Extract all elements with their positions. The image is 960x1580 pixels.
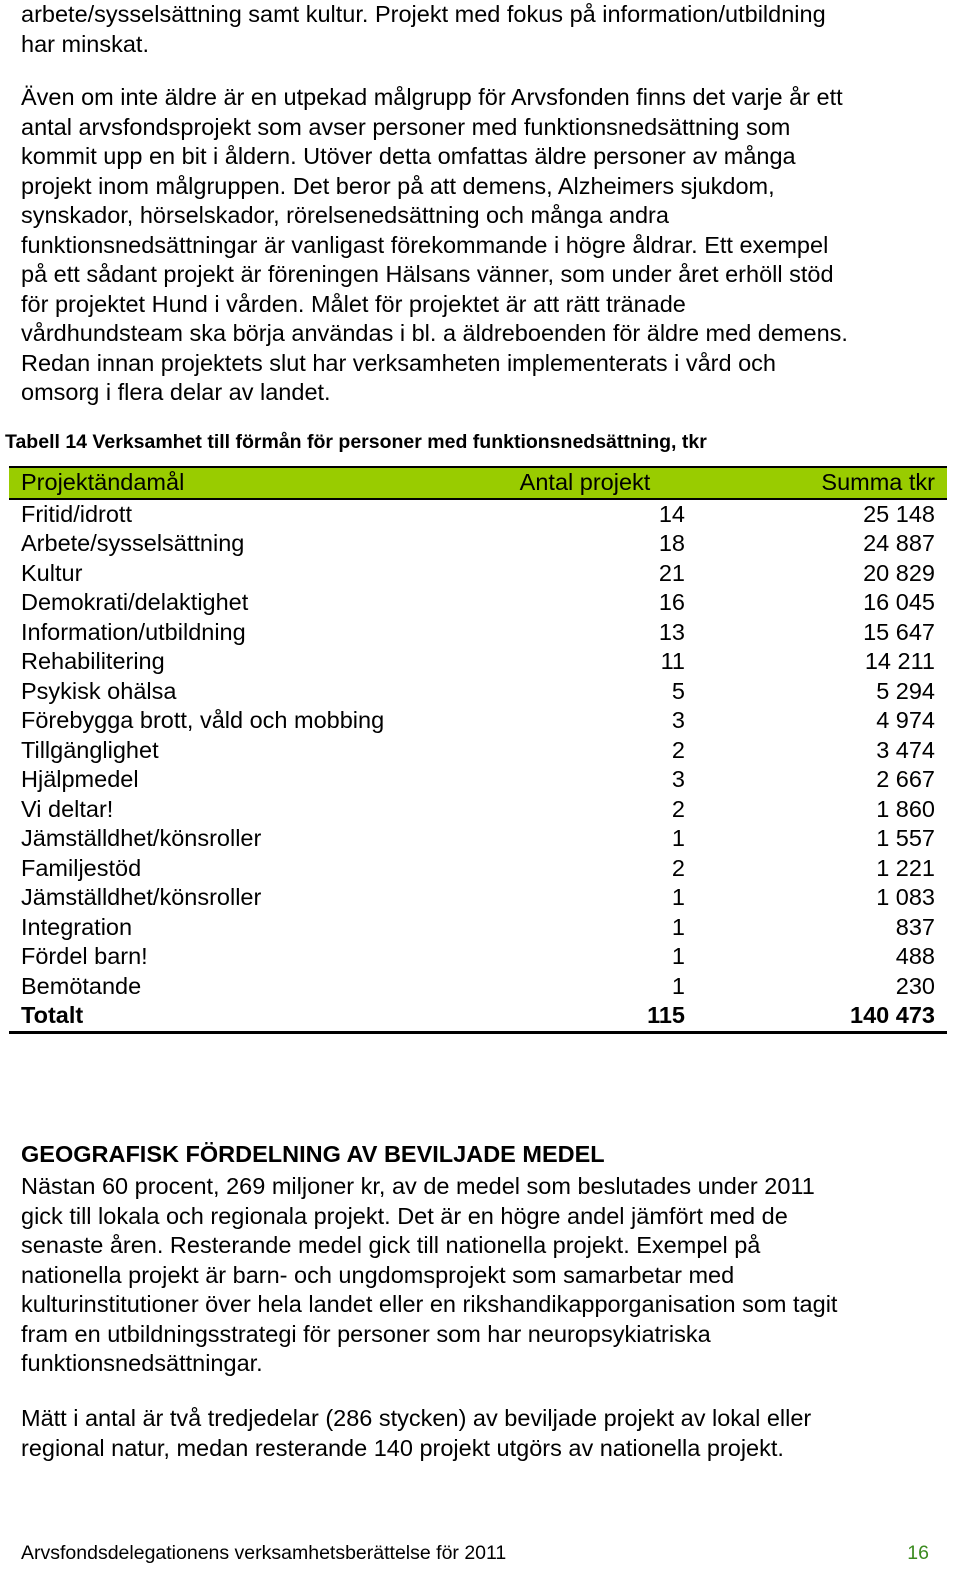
text-line: arbete/sysselsättning samt kultur. Projekt med fokus på information/utbildning: [21, 1, 826, 27]
text-line: Mätt i antal är två tredjedelar (286 stycken) av beviljade projekt av lokal eller: [21, 1405, 812, 1431]
table-row: [9, 588, 947, 618]
cell-count: 21: [658, 559, 685, 586]
cell-purpose: Vi deltar!: [21, 795, 114, 822]
count-paragraph: [21, 1404, 941, 1463]
cell-purpose: Hjälpmedel: [21, 766, 139, 792]
cell-count: 3: [671, 707, 685, 733]
geography-paragraph: [21, 1172, 941, 1379]
cell-sum: 837: [895, 913, 935, 940]
text-line: nationella projekt är barn- och ungdomsprojekt som samarbetar med: [21, 1261, 735, 1288]
table-row: [9, 942, 947, 972]
cell-count: 16: [658, 589, 685, 615]
cell-sum: 230: [895, 972, 935, 999]
text-line: gick till lokala och regionala projekt. Det är en högre andel jämfört med de: [21, 1202, 788, 1229]
elderly-paragraph: [21, 83, 941, 408]
cell-purpose: Tillgänglighet: [21, 736, 159, 763]
total-cell-sum: 140 473: [697, 1001, 947, 1032]
cell-purpose: Rehabilitering: [21, 648, 165, 674]
cell-purpose: Familjestöd: [21, 854, 142, 881]
cell-count: 1: [671, 913, 685, 940]
table-total-row: [9, 1001, 947, 1032]
cell-sum: 3 474: [876, 736, 935, 763]
cell-count: 11: [660, 648, 685, 674]
header-count: Antal projekt: [473, 467, 697, 499]
table-row: [9, 677, 947, 707]
cell-purpose: Integration: [21, 913, 133, 940]
cell-sum: 2 667: [876, 766, 935, 792]
cell-count: 2: [671, 736, 685, 763]
cell-count: 14: [658, 500, 685, 527]
text-line: regional natur, medan resterande 140 projekt utgörs av nationella projekt.: [21, 1434, 784, 1461]
total-cell-purpose: Totalt: [9, 1001, 473, 1032]
cell-count: 2: [671, 795, 685, 822]
cell-purpose: Jämställdhet/könsroller: [21, 884, 262, 910]
cell-sum: 488: [895, 943, 935, 969]
cell-count: 5: [671, 677, 685, 704]
cell-purpose: Information/utbildning: [21, 618, 246, 645]
table-row: [9, 499, 947, 530]
cell-count: 1: [671, 943, 685, 969]
total-cell-count: 115: [473, 1001, 697, 1032]
table-row: [9, 795, 947, 825]
table-body: [9, 499, 947, 1033]
cell-count: 13: [658, 618, 685, 645]
page-number: 16: [907, 1542, 929, 1564]
cell-purpose: Förebygga brott, våld och mobbing: [21, 707, 385, 733]
text-line: funktionsnedsättningar.: [21, 1350, 263, 1376]
cell-count: 1: [671, 972, 685, 999]
cell-count: 2: [671, 854, 685, 881]
cell-sum: 1 860: [876, 795, 935, 822]
cell-sum: 1 557: [876, 825, 935, 851]
table-row: [9, 824, 947, 854]
cell-sum: 24 887: [863, 530, 935, 556]
cell-count: 3: [671, 766, 685, 792]
cell-sum: 4 974: [876, 707, 935, 733]
cell-purpose: Fördel barn!: [21, 943, 148, 969]
text-line: för projektet Hund i vården. Målet för projektet är att rätt tränade: [21, 290, 686, 317]
cell-sum: 15 647: [863, 618, 935, 645]
text-line: har minskat.: [21, 30, 149, 57]
table-row: [9, 972, 947, 1002]
activity-table: [9, 466, 947, 1034]
intro-paragraph: [21, 0, 941, 59]
header-purpose: Projektändamål: [9, 467, 473, 499]
cell-sum: 16 045: [863, 589, 935, 615]
cell-sum: 20 829: [863, 559, 935, 586]
cell-sum: 1 083: [876, 884, 935, 910]
cell-sum: 1 221: [876, 854, 935, 881]
table-row: [9, 706, 947, 736]
text-line: fram en utbildningsstrategi för personer som har neuropsykiatriska: [21, 1320, 711, 1347]
table-row: [9, 765, 947, 795]
cell-sum: 14 211: [864, 648, 935, 674]
text-line: funktionsnedsättningar är vanligast förekommande i högre åldrar. Ett exempel: [21, 231, 829, 258]
cell-count: 1: [671, 825, 685, 851]
text-line: vårdhundsteam ska börja användas i bl. a äldreboenden för äldre med demens.: [21, 320, 848, 346]
table-row: [9, 559, 947, 589]
table-caption: Tabell 14 Verksamhet till förmån för personer med funktionsnedsättning, tkr: [5, 431, 707, 453]
cell-purpose: Demokrati/delaktighet: [21, 589, 249, 615]
text-line: Nästan 60 procent, 269 miljoner kr, av de medel som beslutades under 2011: [21, 1173, 815, 1199]
table-row: [9, 529, 947, 559]
text-line: kommit upp en bit i åldern. Utöver detta omfattas äldre personer av många: [21, 143, 796, 169]
cell-purpose: Bemötande: [21, 972, 142, 999]
cell-count: 18: [658, 530, 685, 556]
table-row: [9, 883, 947, 913]
table-row: [9, 854, 947, 884]
section-heading: GEOGRAFISK FÖRDELNING AV BEVILJADE MEDEL: [21, 1141, 605, 1167]
cell-purpose: Fritid/idrott: [21, 500, 132, 527]
text-line: på ett sådant projekt är föreningen Hälsans vänner, som under året erhöll stöd: [21, 261, 834, 287]
text-line: senaste åren. Resterande medel gick till nationella projekt. Exempel på: [21, 1232, 761, 1258]
header-sum: Summa tkr: [697, 467, 947, 499]
footer-title: Arvsfondsdelegationens verksamhetsberättelse för 2011: [21, 1542, 507, 1564]
cell-purpose: Psykisk ohälsa: [21, 677, 177, 704]
text-line: kulturinstitutioner över hela landet eller en rikshandikapporganisation som tagit: [21, 1291, 838, 1317]
table-row: [9, 913, 947, 943]
text-line: synskador, hörselskador, rörelsenedsättning och många andra: [21, 202, 669, 228]
table-row: [9, 618, 947, 648]
table-row: [9, 736, 947, 766]
text-line: antal arvsfondsprojekt som avser personer med funktionsnedsättning som: [21, 113, 791, 140]
cell-count: 1: [671, 884, 685, 910]
cell-purpose: Kultur: [21, 559, 83, 586]
cell-purpose: Arbete/sysselsättning: [21, 530, 245, 556]
cell-purpose: Jämställdhet/könsroller: [21, 825, 262, 851]
text-line: omsorg i flera delar av landet.: [21, 379, 331, 405]
cell-sum: 5 294: [876, 677, 935, 704]
text-line: Redan innan projektets slut har verksamheten implementerats i vård och: [21, 349, 776, 376]
text-line: projekt inom målgruppen. Det beror på att demens, Alzheimers sjukdom,: [21, 172, 775, 199]
table-header-row: [9, 467, 947, 499]
text-line: Även om inte äldre är en utpekad målgrupp för Arvsfonden finns det varje år ett: [21, 84, 843, 110]
table-row: [9, 647, 947, 677]
cell-sum: 25 148: [863, 500, 935, 527]
